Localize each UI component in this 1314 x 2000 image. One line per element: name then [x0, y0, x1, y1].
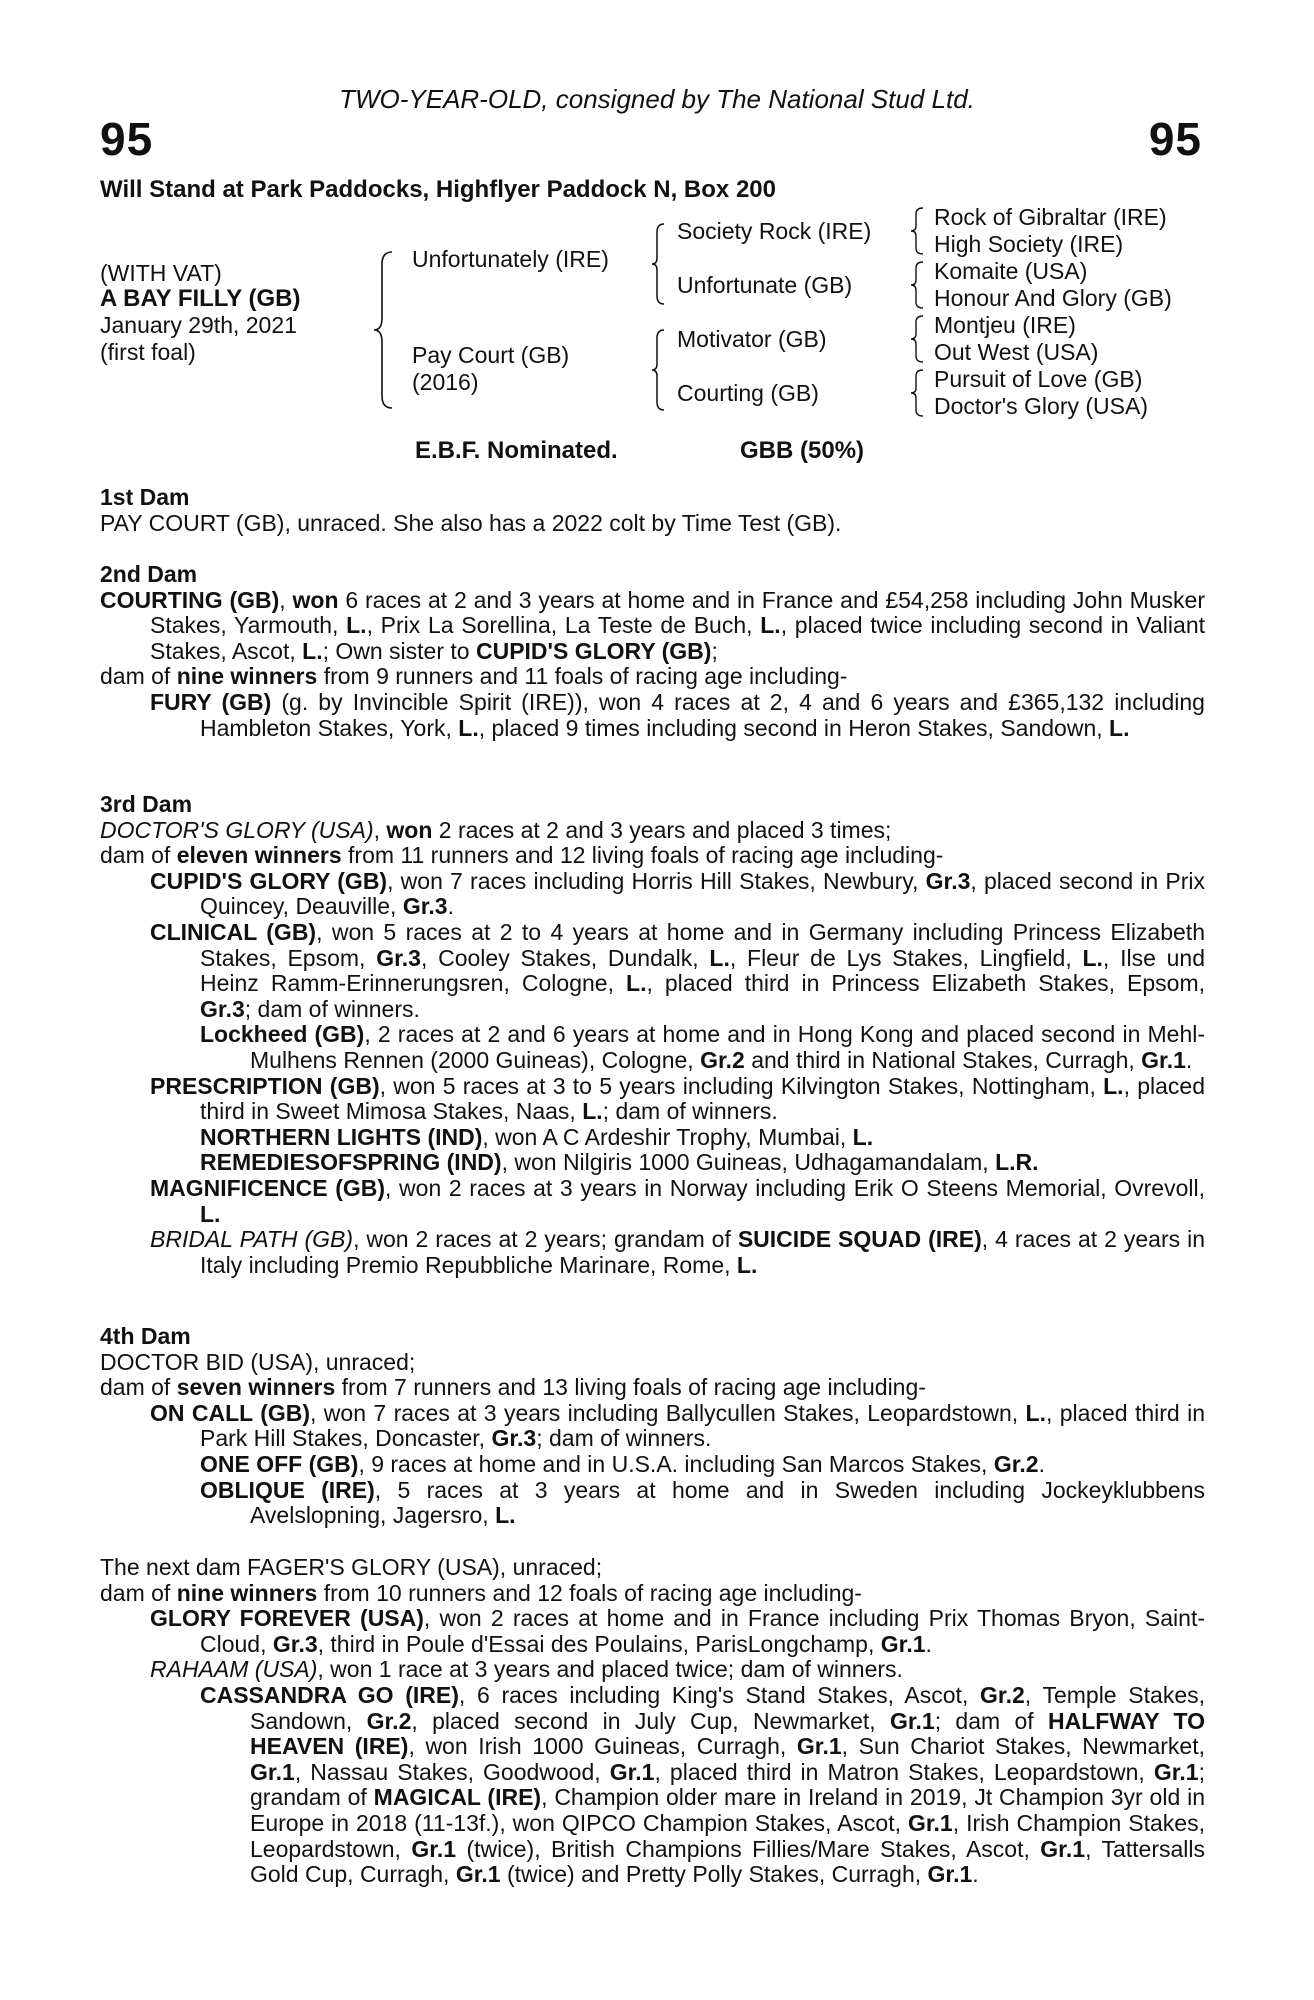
fourth-dam-produce: dam of seven winners from 7 runners and 13 living foals of racing age including-: [100, 1374, 926, 1401]
ggp-dss: Montjeu (IRE): [934, 312, 1076, 338]
brace-sire: [650, 222, 666, 306]
lot-number-left: 95: [100, 113, 154, 165]
next-dam-record: The next dam FAGER'S GLORY (USA), unraced;: [100, 1554, 603, 1580]
third-dam-record: DOCTOR'S GLORY (USA), won 2 races at 2 and 3 years and placed 3 times;: [100, 816, 892, 843]
section-title: 4th Dam: [100, 1323, 191, 1349]
produce-entry: NORTHERN LIGHTS (IND), won A C Ardeshir Trophy, Mumbai, L.: [200, 1123, 874, 1150]
sire-sire: Society Rock (IRE): [677, 218, 872, 244]
horse-name: A BAY FILLY (GB): [100, 285, 301, 312]
fourth-dam-section: [100, 1324, 1205, 1529]
brace-gg3: [909, 314, 925, 364]
ggp-dds: Pursuit of Love (GB): [934, 366, 1143, 392]
produce-entry: ONE OFF (GB), 9 races at home and in U.S.A. including San Marcos Stakes, Gr.2.: [200, 1450, 1045, 1477]
lot-number-right: 95: [1148, 113, 1202, 165]
ebf-status: E.B.F. Nominated.: [415, 437, 618, 464]
next-dam-produce: dam of nine winners from 10 runners and 12 foals of racing age including-: [100, 1579, 862, 1606]
first-dam-section: [100, 485, 1205, 536]
produce-entry: CLINICAL (GB), won 5 races at 2 to 4 years at home and in Germany including Princess Elizabeth Stakes, Epsom, Gr.3, Cooley Stakes, Dundalk, L., Fleur de Lys Stakes, Lingfield, L., Ilse und Heinz Ramm-Erinnerungsren, Cologne, L., placed third in Princess Elizabeth Stakes, Epsom, Gr.3; dam of winners.: [150, 918, 1206, 1022]
produce-entry: MAGNIFICENCE (GB), won 2 races at 3 years in Norway including Erik O Steens Memorial, Ovrevoll, L.: [150, 1174, 1205, 1227]
ggp-sdd: Honour And Glory (GB): [934, 285, 1172, 311]
fourth-dam-record: DOCTOR BID (USA), unraced;: [100, 1348, 416, 1375]
section-title: 2nd Dam: [100, 561, 198, 587]
next-dam-section: [100, 1555, 1205, 1888]
first-dam-line: PAY COURT (GB), unraced. She also has a 2022 colt by Time Test (GB).: [100, 509, 842, 536]
ggp-ssd: High Society (IRE): [934, 231, 1124, 257]
produce-entry: CUPID'S GLORY (GB), won 7 races including Horris Hill Stakes, Newbury, Gr.3, placed second in Prix Quincey, Deauville, Gr.3.: [150, 867, 1206, 920]
sire-name: Unfortunately (IRE): [412, 246, 609, 272]
produce-entry: RAHAAM (USA), won 1 race at 3 years and placed twice; dam of winners.: [150, 1656, 903, 1683]
birth-date: January 29th, 2021: [100, 312, 297, 338]
produce-entry: Lockheed (GB), 2 races at 2 and 6 years at home and in Hong Kong and placed second in Mehl-Mulhens Rennen (2000 Guineas), Cologne, Gr.2 and third in National Stakes, Curragh, Gr.1.: [200, 1021, 1206, 1073]
second-dam-record: COURTING (GB), won 6 races at 2 and 3 years at home and in France and £54,258 including John Musker Stakes, Yarmouth, L., Prix La Sorellina, La Teste de Buch, L., placed twice including second in Valiant Stakes, Ascot, L.; Own sister to CUPID'S GLORY (GB);: [100, 586, 1205, 664]
produce-entry: FURY (GB) (g. by Invincible Spirit (IRE)), won 4 races at 2, 4 and 6 years and £365,132 including Hambleton Stakes, York, L., placed 9 times including second in Heron Stakes, Sandown, L.: [150, 688, 1205, 741]
consignment-heading: TWO-YEAR-OLD, consigned by The National Stud Ltd.: [339, 84, 975, 114]
dam-dam: Courting (GB): [677, 380, 819, 406]
produce-entry: GLORY FOREVER (USA), won 2 races at home and in France including Prix Thomas Bryon, Saint-Cloud, Gr.3, third in Poule d'Essai des Poulains, ParisLongchamp, Gr.1.: [150, 1605, 1205, 1657]
third-dam-produce: dam of eleven winners from 11 runners and 12 living foals of racing age including-: [100, 842, 944, 869]
brace-gg1: [909, 206, 925, 256]
ggp-dsd: Out West (USA): [934, 339, 1099, 365]
second-dam-section: [100, 562, 1205, 741]
dam-name: Pay Court (GB): [412, 342, 570, 368]
brace-main: [372, 250, 394, 410]
ggp-sss: Rock of Gibraltar (IRE): [934, 204, 1167, 230]
third-dam-section: [100, 792, 1205, 1278]
foal-note: (first foal): [100, 339, 196, 365]
ggp-ddd: Doctor's Glory (USA): [934, 393, 1148, 419]
second-dam-produce: dam of nine winners from 9 runners and 11 foals of racing age including-: [100, 663, 848, 690]
location-line: Will Stand at Park Paddocks, Highflyer Paddock N, Box 200: [100, 176, 776, 203]
produce-entry: CASSANDRA GO (IRE), 6 races including King's Stand Stakes, Ascot, Gr.2, Temple Stakes, Sandown, Gr.2, placed second in July Cup, Newmarket, Gr.1; dam of HALFWAY TO HEAVEN (IRE), won Irish 1000 Guineas, Curragh, Gr.1, Sun Chariot Stakes, Newmarket, Gr.1, Nassau Stakes, Goodwood, Gr.1, placed third in Matron Stakes, Leopardstown, Gr.1; grandam of MAGICAL (IRE), Champion older mare in Ireland in 2019, Jt Champion 3yr old in Europe in 2018 (11-13f.), won QIPCO Champion Stakes, Ascot, Gr.1, Irish Champion Stakes, Leopardstown, Gr.1 (twice), British Champions Fillies/Mare Stakes, Ascot, Gr.1, Tattersalls Gold Cup, Curragh, Gr.1 (twice) and Pretty Polly Stakes, Curragh, Gr.1.: [200, 1681, 1206, 1888]
produce-entry: BRIDAL PATH (GB), won 2 races at 2 years; grandam of SUICIDE SQUAD (IRE), 4 races at 2 years in Italy including Premio Repubbliche Marinare, Rome, L.: [150, 1226, 1205, 1278]
dam-year: (2016): [412, 369, 479, 395]
produce-entry: ON CALL (GB), won 7 races at 3 years including Ballycullen Stakes, Leopardstown, L., placed third in Park Hill Stakes, Doncaster, Gr.3; dam of winners.: [150, 1399, 1205, 1452]
vat-note: (WITH VAT): [100, 260, 222, 286]
section-title: 3rd Dam: [100, 791, 193, 817]
brace-dam: [650, 328, 666, 412]
gbb-status: GBB (50%): [740, 437, 865, 464]
dam-sire: Motivator (GB): [677, 326, 827, 352]
section-title: 1st Dam: [100, 484, 190, 510]
sire-dam: Unfortunate (GB): [677, 272, 853, 298]
ggp-sds: Komaite (USA): [934, 258, 1088, 284]
produce-entry: REMEDIESOFSPRING (IND), won Nilgiris 1000 Guineas, Udhagamandalam, L.R.: [200, 1149, 1039, 1176]
produce-entry: PRESCRIPTION (GB), won 5 races at 3 to 5 years including Kilvington Stakes, Nottingham, L., placed third in Sweet Mimosa Stakes, Naas, L.; dam of winners.: [150, 1072, 1205, 1125]
produce-entry: OBLIQUE (IRE), 5 races at 3 years at home and in Sweden including Jockeyklubbens Avelslopning, Jagersro, L.: [200, 1476, 1205, 1529]
brace-gg2: [909, 260, 925, 310]
brace-gg4: [909, 368, 925, 418]
